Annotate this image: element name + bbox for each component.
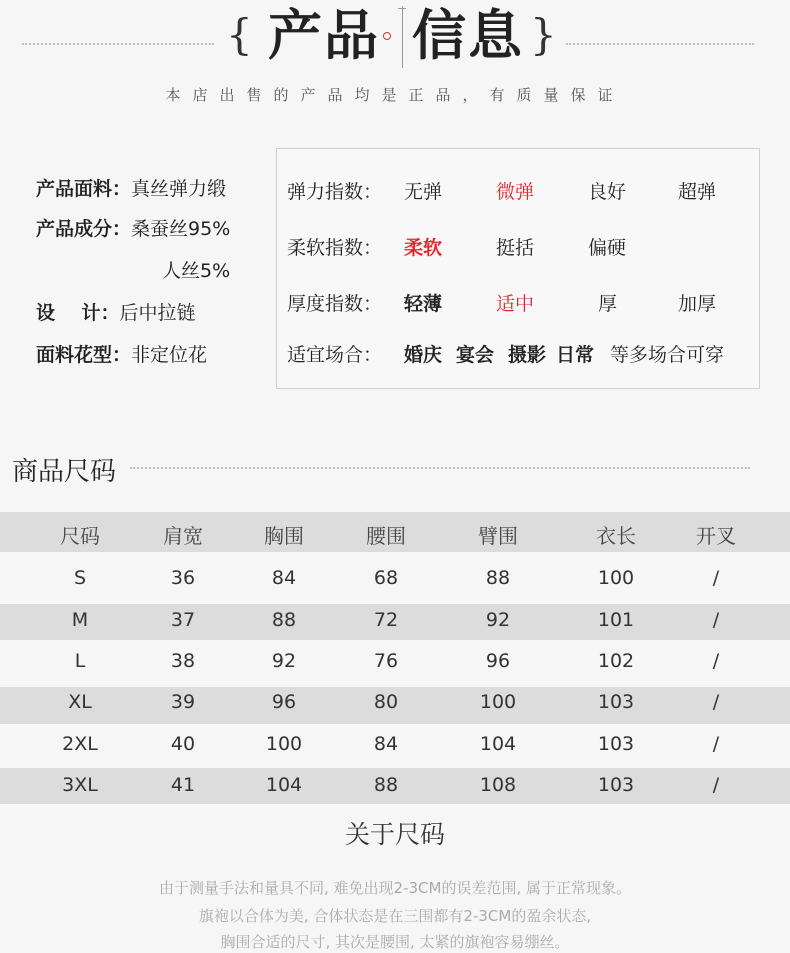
- softness-option-soft: 柔软: [404, 237, 443, 259]
- size-table-cell: /: [712, 733, 720, 755]
- size-table-cell: 80: [373, 691, 399, 713]
- size-table-cell: 88: [373, 774, 399, 796]
- size-table-cell: 104: [265, 774, 303, 796]
- size-table-cell: /: [712, 567, 720, 589]
- size-table-cell: 96: [271, 691, 297, 713]
- size-table-cell: 103: [597, 733, 635, 755]
- softness-label: 柔软指数：: [287, 237, 383, 259]
- occasion-extra: 等多场合可穿: [610, 344, 725, 366]
- header-title-part1: 产品: [268, 3, 380, 67]
- occasion-photography: 摄影: [508, 344, 547, 366]
- occasion-banquet: 宴会: [456, 344, 495, 366]
- size-table-cell: 92: [271, 650, 297, 672]
- size-table-cell: /: [712, 691, 720, 713]
- about-size-title: 关于尺码: [344, 820, 445, 849]
- header-vertical-ornament: [402, 6, 403, 68]
- softness-option-hard: 偏硬: [588, 237, 627, 259]
- about-size-note-2: 旗袍以合体为美, 合体状态是在三围都有2-3CM的盈余状态,: [198, 907, 592, 925]
- size-table-cell: 100: [597, 567, 635, 589]
- header-brace-right: }: [530, 10, 557, 59]
- size-table-cell: 38: [170, 650, 196, 672]
- size-table-header-cell: 臂围: [478, 524, 518, 548]
- size-table-cell: 88: [485, 567, 511, 589]
- size-table-cell: 41: [170, 774, 196, 796]
- size-table-header-cell: 腰围: [366, 524, 406, 548]
- info-composition-2: [162, 256, 230, 283]
- info-pattern: [36, 340, 207, 367]
- elasticity-option-none: 无弹: [404, 181, 443, 203]
- thickness-option-extra-thick: 加厚: [678, 293, 717, 315]
- info-composition-value-1: 桑蚕丝95%: [131, 218, 231, 240]
- info-composition-value-2: 人丝5%: [162, 260, 231, 282]
- info-design-value: 后中拉链: [119, 302, 196, 324]
- size-table-cell: 39: [170, 691, 196, 713]
- elasticity-label: 弹力指数：: [287, 181, 383, 203]
- info-fabric-value: 真丝弹力缎: [131, 178, 227, 200]
- size-table-header-cell: 开叉: [696, 524, 736, 548]
- size-table-cell: 36: [170, 567, 196, 589]
- softness-option-crisp: 挺括: [496, 237, 535, 259]
- thickness-option-thick: 厚: [598, 293, 618, 315]
- size-table-cell: 96: [485, 650, 511, 672]
- info-fabric-label: 产品面料：: [36, 178, 132, 200]
- size-table-cell: 37: [170, 609, 196, 631]
- header-divider-right: [566, 43, 754, 45]
- elasticity-option-good: 良好: [588, 181, 627, 203]
- info-pattern-value: 非定位花: [131, 344, 208, 366]
- size-table-cell: 68: [373, 567, 399, 589]
- header-title-part2: 信息: [412, 3, 524, 67]
- size-table-cell: 101: [597, 609, 635, 631]
- size-table-cell: 40: [170, 733, 196, 755]
- size-table-cell: S: [73, 567, 87, 589]
- header-horizontal-ornament: [398, 8, 406, 9]
- size-section-divider: [130, 467, 750, 469]
- size-table-cell: 100: [265, 733, 303, 755]
- size-table-cell: 2XL: [62, 733, 98, 755]
- size-table-cell: 103: [597, 774, 635, 796]
- header-divider-left: [22, 43, 214, 45]
- info-fabric: [36, 174, 226, 201]
- size-table-cell: 88: [271, 609, 297, 631]
- header-brace-left: {: [226, 10, 253, 59]
- size-table-cell: 108: [479, 774, 517, 796]
- thickness-label: 厚度指数：: [287, 293, 383, 315]
- info-composition-label: 产品成分：: [36, 218, 132, 240]
- info-design: [36, 298, 195, 325]
- size-table-cell: L: [74, 650, 86, 672]
- size-table-header-cell: 尺码: [60, 524, 100, 548]
- occasion-wedding: 婚庆: [404, 344, 443, 366]
- thickness-option-thin: 轻薄: [404, 293, 443, 315]
- size-table-cell: 84: [271, 567, 297, 589]
- info-pattern-label: 面料花型：: [36, 344, 132, 366]
- elasticity-option-slight: 微弹: [496, 181, 535, 203]
- size-table-header-cell: 衣长: [596, 524, 636, 548]
- size-table-header-cell: 肩宽: [163, 524, 203, 548]
- size-table-cell: XL: [68, 691, 92, 713]
- size-table-cell: 92: [485, 609, 511, 631]
- about-size-note-3: 胸围合适的尺寸, 其次是腰围, 太紧的旗袍容易绷丝。: [220, 933, 570, 951]
- header-subtitle: 本店出售的产品均是正品，有质量保证: [165, 86, 625, 104]
- size-table-header-cell: 胸围: [264, 524, 304, 548]
- occasion-daily: 日常: [556, 344, 595, 366]
- thickness-option-medium: 适中: [496, 293, 535, 315]
- size-table-cell: 3XL: [62, 774, 98, 796]
- info-design-label: 设 计：: [36, 302, 120, 324]
- elasticity-option-super: 超弹: [678, 181, 717, 203]
- size-section-title: 商品尺码: [12, 457, 117, 487]
- size-table-cell: 76: [373, 650, 399, 672]
- size-table-cell: /: [712, 650, 720, 672]
- size-table-cell: 72: [373, 609, 399, 631]
- size-table-cell: 104: [479, 733, 517, 755]
- size-table-cell: M: [71, 609, 89, 631]
- size-table-cell: /: [712, 774, 720, 796]
- size-table-cell: 100: [479, 691, 517, 713]
- size-table-cell: 84: [373, 733, 399, 755]
- size-table-cell: 103: [597, 691, 635, 713]
- size-table-cell: 102: [597, 650, 635, 672]
- occasion-label: 适宜场合：: [287, 344, 383, 366]
- header-dot-ornament: [383, 32, 391, 40]
- size-table-cell: /: [712, 609, 720, 631]
- info-composition: [36, 214, 230, 241]
- about-size-note-1: 由于测量手法和量具不同, 难免出现2-3CM的误差范围, 属于正常现象。: [159, 879, 631, 897]
